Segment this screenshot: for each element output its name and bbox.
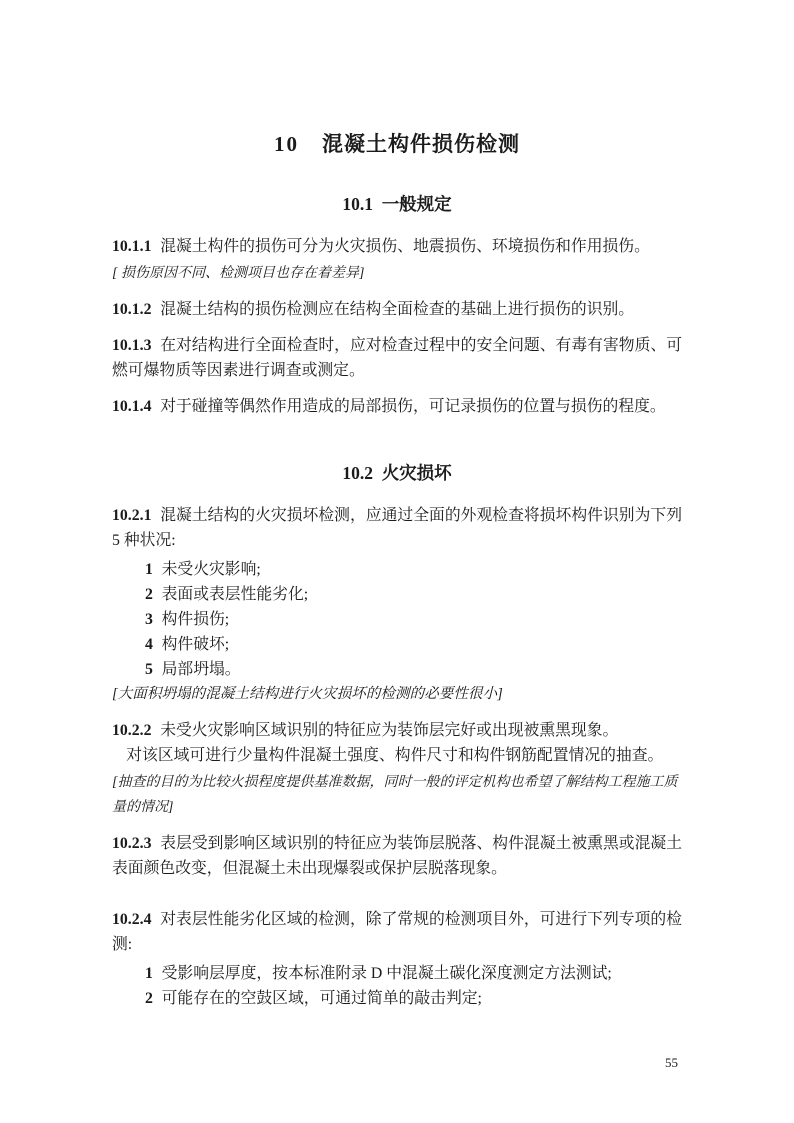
list-item-1 <box>112 961 682 986</box>
list-item-text: 可能存在的空鼓区域，可通过简单的敲击判定; <box>161 990 482 1007</box>
clause-10-2-1 <box>112 503 682 553</box>
list-item-2 <box>112 986 682 1011</box>
list-item-number: 2 <box>145 990 153 1007</box>
clause-10-2-4 <box>112 907 682 957</box>
section-number: 10.2 <box>342 463 373 483</box>
clause-text: 在对结构进行全面检查时，应对检查过程中的安全问题、有毒有害物质、可燃可爆物质等因素进行调查或测定。 <box>112 337 682 379</box>
clause-text: 混凝土结构的损伤检测应在结构全面检查的基础上进行损伤的识别。 <box>160 301 635 318</box>
list-item-text: 表面或表层性能劣化; <box>161 586 309 603</box>
clause-number: 10.1.1 <box>112 238 152 255</box>
chapter-title-text: 混凝土构件损伤检测 <box>322 132 521 156</box>
clause-number: 10.2.1 <box>112 507 152 524</box>
list-item-3 <box>112 607 682 632</box>
clause-number: 10.2.4 <box>112 911 152 928</box>
clause-number: 10.1.2 <box>112 301 152 318</box>
list-item-number: 1 <box>145 965 153 982</box>
commentary-note: [ 损伤原因不同、检测项目也存在着差异] <box>112 266 365 281</box>
clause-number: 10.2.3 <box>112 835 152 852</box>
clause-10-1-3 <box>112 333 682 383</box>
list-item-text: 局部坍塌。 <box>161 661 241 678</box>
clause-text: 对于碰撞等偶然作用造成的局部损伤，可记录损伤的位置与损伤的程度。 <box>160 398 666 415</box>
section-title-text: 一般规定 <box>381 194 452 214</box>
clause-text: 未受火灾影响区域识别的特征应为装饰层完好或出现被熏黑现象。 <box>160 722 619 739</box>
clause-text: 表层受到影响区域识别的特征应为装饰层脱落、构件混凝土被熏黑或混凝土表面颜色改变，但混凝土未出现爆裂或保护层脱落现象。 <box>112 835 682 877</box>
page-number: 55 <box>665 1055 678 1070</box>
list-item-text: 构件破坏; <box>161 636 230 653</box>
list-item-2 <box>112 582 682 607</box>
clause-10-2-2 <box>112 718 682 743</box>
commentary-note: [抽查的目的为比较火损程度提供基准数据，同时一般的评定机构也希望了解结构工程施工质量的情况] <box>112 775 678 815</box>
clause-text: 混凝土构件的损伤可分为火灾损伤、地震损伤、环境损伤和作用损伤。 <box>160 238 650 255</box>
chapter-title <box>112 130 682 158</box>
list-item-number: 4 <box>145 636 153 653</box>
clause-text: 对表层性能劣化区域的检测，除了常规的检测项目外，可进行下列专项的检测: <box>112 911 682 953</box>
clause-10-1-4 <box>112 394 682 419</box>
list-item-4 <box>112 632 682 657</box>
clause-continuation: 对该区域可进行少量构件混凝土强度、构件尺寸和构件钢筋配置情况的抽查。 <box>126 747 664 764</box>
list-item-number: 2 <box>145 586 153 603</box>
list-item-1 <box>112 557 682 582</box>
clause-10-2-3 <box>112 831 682 881</box>
clause-10-1-1 <box>112 234 682 259</box>
list-item-text: 构件损伤; <box>161 611 230 628</box>
chapter-number: 10 <box>273 132 299 156</box>
clause-number: 10.1.3 <box>112 337 152 354</box>
list-item-text: 受影响层厚度，按本标准附录 D 中混凝土碳化深度测定方法测试; <box>161 965 612 982</box>
list-item-text: 未受火灾影响; <box>161 561 261 578</box>
clause-number: 10.1.4 <box>112 398 152 415</box>
clause-10-1-2 <box>112 297 682 322</box>
list-item-number: 3 <box>145 611 153 628</box>
section-number: 10.1 <box>342 194 373 214</box>
section-title-text: 火灾损坏 <box>381 463 452 483</box>
list-item-number: 1 <box>145 561 153 578</box>
section-heading-10-2 <box>112 461 682 485</box>
section-heading-10-1 <box>112 192 682 216</box>
clause-text: 混凝土结构的火灾损坏检测，应通过全面的外观检查将损坏构件识别为下列 5 种状况: <box>112 507 682 549</box>
list-item-number: 5 <box>145 661 153 678</box>
commentary-note: [大面积坍塌的混凝土结构进行火灾损坏的检测的必要性很小] <box>112 686 503 702</box>
clause-number: 10.2.2 <box>112 722 152 739</box>
list-item-5 <box>112 657 682 682</box>
